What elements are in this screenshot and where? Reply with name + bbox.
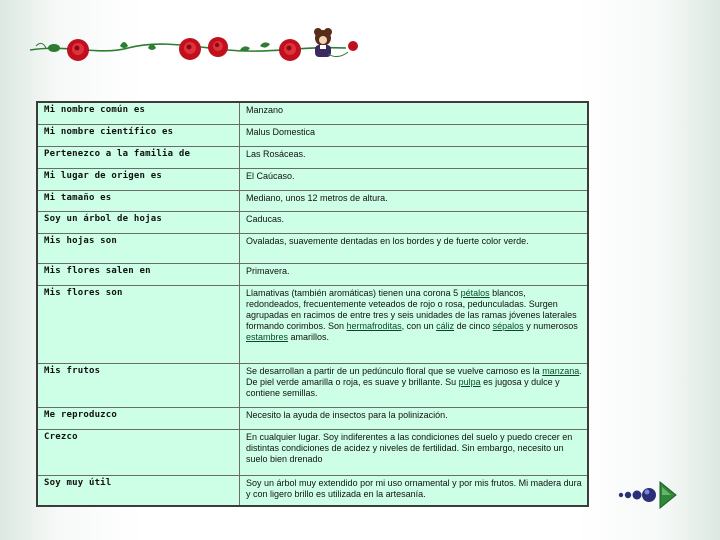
row-label: Mi nombre común es (37, 102, 240, 124)
rose-icon (67, 39, 89, 61)
rose-icon (208, 37, 228, 57)
glossary-link-hermafroditas[interactable]: hermafroditas (346, 321, 402, 332)
row-label: Mis hojas son (37, 233, 240, 263)
table-row (37, 146, 588, 168)
text-span: amarillos. (288, 332, 330, 343)
row-label: Mis flores son (37, 285, 240, 363)
table-row (37, 168, 588, 190)
row-label: Mi lugar de origen es (37, 168, 240, 190)
next-arrow-icon[interactable] (616, 478, 680, 512)
row-value: El Caúcaso. (240, 168, 589, 190)
text-span: , con un (401, 321, 437, 332)
table-row (37, 190, 588, 211)
table-row (37, 407, 588, 429)
glossary-link-petalos[interactable]: pétalos (460, 287, 490, 298)
table-row (37, 475, 588, 506)
table-row (37, 285, 588, 363)
tree-info-table (36, 101, 589, 507)
table-row (37, 211, 588, 233)
row-value: Necesito la ayuda de insectos para la polinización. (240, 407, 589, 429)
glossary-link-pulpa[interactable]: pulpa (458, 376, 481, 387)
row-value: Ovaladas, suavemente dentadas en los bordes y de fuerte color verde. (240, 233, 589, 263)
table-row (37, 263, 588, 285)
glossary-link-sepalos[interactable]: sépalos (492, 321, 524, 332)
glossary-link-caliz[interactable]: cáliz (436, 321, 455, 332)
row-label: Crezco (37, 429, 240, 475)
row-value: En cualquier lugar. Soy indiferentes a las condiciones del suelo y puedo crecer en distintas condiciones de acidez y niveles de fertilidad. Sin embargo, necesito un suelo bien drenado (240, 429, 589, 475)
row-label: Pertenezco a la familia de (37, 146, 240, 168)
row-value: Caducas. (240, 211, 589, 233)
row-label: Soy muy útil (37, 475, 240, 506)
row-value (240, 285, 589, 363)
table-row (37, 363, 588, 407)
table-row (37, 233, 588, 263)
table-row (37, 124, 588, 146)
teddy-bear-icon (314, 28, 332, 57)
text-span: y numerosos (523, 321, 578, 332)
row-value: Soy un árbol muy extendido por mi uso ornamental y por mis frutos. Mi madera dura y con ligero brillo es utilizada en la artesanía. (240, 475, 589, 506)
rose-icon (179, 38, 201, 60)
text-span: Llamativas (también aromáticas) tienen una corona 5 (246, 287, 461, 298)
rose-icon (36, 43, 60, 52)
row-value: Mediano, unos 12 metros de altura. (240, 190, 589, 211)
row-label: Mis flores salen en (37, 263, 240, 285)
glossary-link-manzana[interactable]: manzana (542, 365, 580, 376)
rose-icon (328, 41, 358, 57)
row-value: Manzano (240, 102, 589, 124)
row-label: Mi nombre científico es (37, 124, 240, 146)
table-row (37, 429, 588, 475)
rose-banner (28, 24, 358, 70)
row-value (240, 363, 589, 407)
text-span: de cinco (454, 321, 493, 332)
text-span: Se desarrollan a partir de un pedúnculo floral que se vuelve carnoso es la (246, 365, 543, 376)
row-label: Soy un árbol de hojas (37, 211, 240, 233)
text-span: es jugosa y dulce y contiene semillas. (246, 376, 560, 398)
rose-icon (279, 39, 301, 61)
text-span: . De piel verde amarilla o roja, es suave y brillante. Su (246, 365, 582, 387)
table-row (37, 102, 588, 124)
row-value: Las Rosáceas. (240, 146, 589, 168)
glossary-link-estambres[interactable]: estambres (246, 332, 289, 343)
row-label: Mis frutos (37, 363, 240, 407)
row-value: Malus Domestica (240, 124, 589, 146)
row-value: Primavera. (240, 263, 589, 285)
text-span: blancos, redondeados, frecuentemente veteados de rojo o rosa, pedunculadas. Surgen agrupadas en racimos de entre tres y seis unidades de las ramas jóvenes laterales formando corimbos. Son (246, 287, 577, 332)
row-label: Me reproduzco (37, 407, 240, 429)
row-label: Mi tamaño es (37, 190, 240, 211)
